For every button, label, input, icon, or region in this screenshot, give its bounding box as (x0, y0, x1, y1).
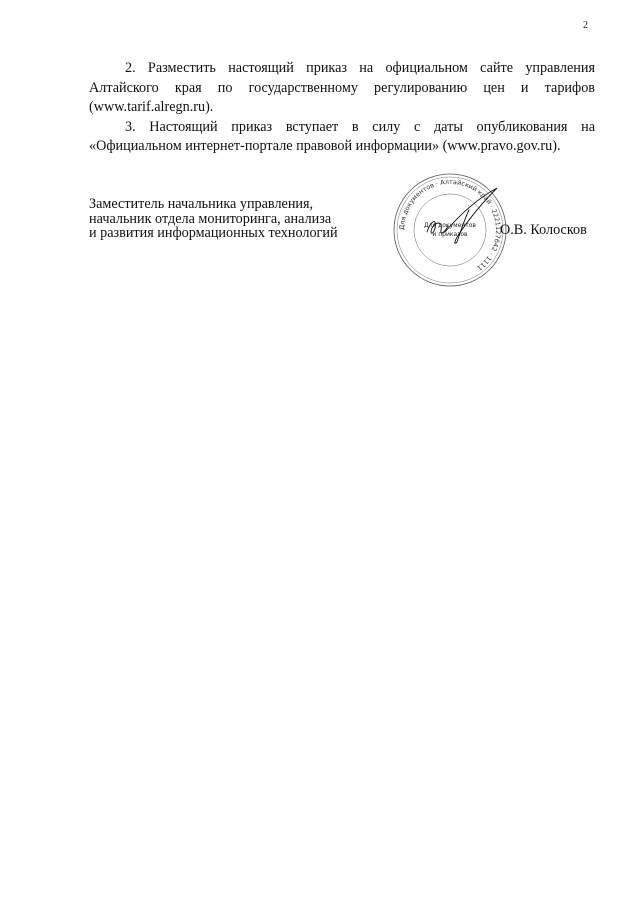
seal-center-ring (414, 194, 486, 266)
official-seal (385, 170, 515, 290)
paragraph-publication: 2. Разместить настоящий приказ на официальном сайте управления Алтайского края по государственному регулированию цен и тарифов (www.tarif.alregn.ru). (89, 60, 595, 115)
seal-graphic (385, 170, 515, 290)
seal-outer-ring (394, 174, 506, 286)
signatory-name: О.В. Колосков (500, 222, 587, 238)
seal-inner-ring (397, 177, 503, 283)
seal-center-line-1: Для документов (424, 222, 476, 229)
position-line-1: Заместитель начальника управления, (89, 196, 314, 212)
position-line-3: и развития информационных технологий (89, 225, 338, 241)
position-line-2: начальник отдела мониторинга, анализа (89, 210, 332, 227)
signatory-position (89, 197, 389, 241)
order-body (89, 59, 595, 157)
seal-ring-text: Для документов · Алтайский край · 2221127642 · 1111 (397, 177, 503, 273)
paragraph-effective-date: 3. Настоящий приказ вступает в силу с даты опубликования на «Официальном интернет-портале правовой информации» (www.pravo.gov.ru). (89, 118, 595, 154)
page-number: 2 (583, 20, 588, 31)
seal-center-line-2: и приказов (432, 231, 468, 238)
